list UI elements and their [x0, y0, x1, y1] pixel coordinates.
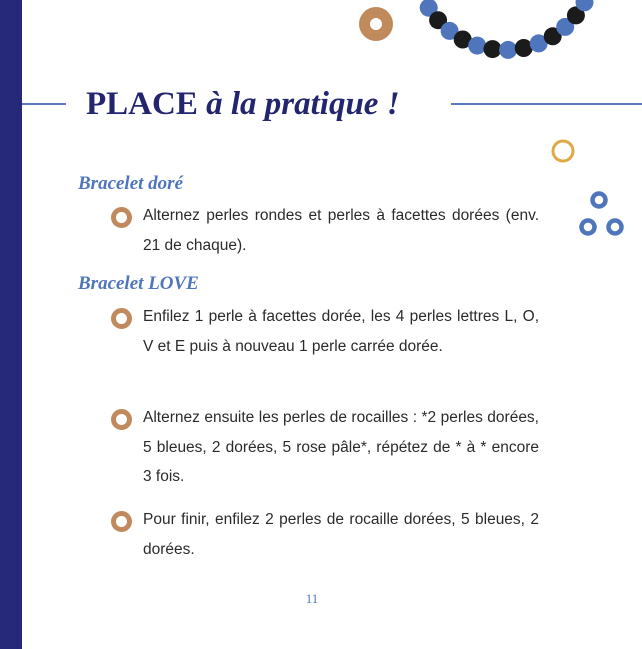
small-gold-ring-icon: [553, 141, 573, 161]
bead-bullet-icon: [111, 308, 132, 329]
page-title-italic: à la pratique !: [206, 86, 400, 122]
title-rule-left: [22, 103, 66, 105]
list-item: [111, 505, 539, 564]
list-item: [111, 403, 539, 492]
list-item: [111, 201, 539, 260]
bead-bullet-icon: [111, 207, 132, 228]
section-title-bracelet-dore: Bracelet doré: [78, 173, 184, 194]
blue-bead-icon: [468, 37, 486, 55]
blue-bead-icon: [499, 41, 517, 59]
page-title: [86, 84, 400, 124]
list-item: [111, 302, 539, 361]
gold-bead-ring-icon: [359, 7, 393, 41]
instruction-text: Pour finir, enfilez 2 perles de rocaille dorées, 5 bleues, 2 dorées.: [143, 511, 539, 558]
bead-bullet-icon: [111, 511, 132, 532]
instruction-text: Enfilez 1 perle à facettes dorée, les 4 perles lettres L, O, V et E puis à nouveau 1 perle carrée dorée.: [143, 308, 539, 355]
title-rule-right: [451, 103, 642, 105]
blue-bead-cluster-icon: [582, 194, 622, 234]
necklace-illustration: [420, 0, 594, 59]
page-number: 11: [305, 591, 319, 606]
instruction-text: Alternez perles rondes et perles à facettes dorées (env. 21 de chaque).: [143, 207, 539, 254]
section-title-bracelet-love: Bracelet LOVE: [78, 273, 199, 294]
bead-bullet-icon: [111, 409, 132, 430]
page-title-main: PLACE: [86, 86, 207, 122]
instruction-text: Alternez ensuite les perles de rocailles : *2 perles dorées, 5 bleues, 2 dorées, 5 rose pâle*, répétez de * à * encore 3 fois.: [143, 409, 539, 485]
black-bead-icon: [484, 40, 502, 58]
